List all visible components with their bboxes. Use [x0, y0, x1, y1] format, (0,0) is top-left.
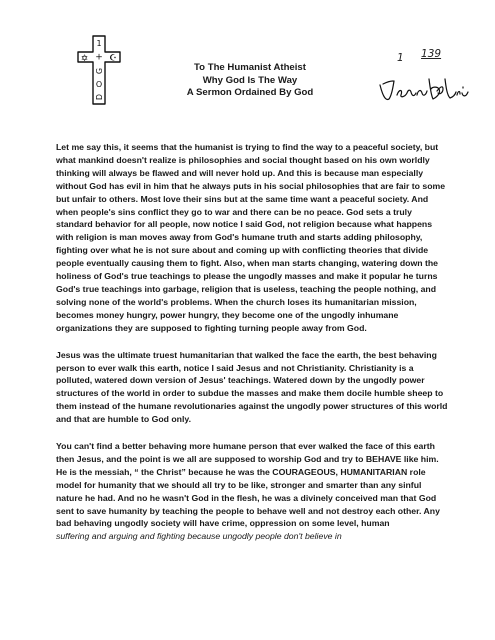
- paragraph: Jesus was the ultimate truest humanitarian that walked the face the earth, the best behaving person to ever walk this earth, notice I said Jesus and not Christianity. Christianity is a polluted, watered down version of Jesus' teachings. Watered down by the ungodly power structures of the world in order to subdue the masses and make them docile humble sheep to them instead of the humane revolutionaries against the ungodly power structures of this world and that are humble to God only.: [56, 349, 448, 425]
- paragraph: You can't find a better behaving more humane person that ever walked the face of this earth then Jesus, and the point is we all are supposed to worship God and try to BEHAVE like him. He is the messiah, “ the Christ” because he was the COURAGEOUS, HUMANITARIAN role model for humanity that we should all try to be like, stronger and smarter than any sinful nature he had. And no he wasn't God in the flesh, he was a divinely conceived man that God sent to save humanity by teaching the people to behave well and not destroy each other. Any bad behaving ungodly society will have crime, oppression on some level, human: [56, 441, 440, 529]
- emblem-o: O: [95, 80, 103, 89]
- page-marker-right: 139: [421, 48, 442, 60]
- page-marker-left: 1: [397, 52, 404, 64]
- crescent-icon: ☪: [109, 53, 117, 64]
- page-marker: [397, 48, 442, 64]
- subtitle: Why God Is The Way: [202, 74, 298, 86]
- handwritten-signature: [377, 75, 469, 103]
- emblem-d: D: [95, 93, 104, 101]
- sermon-heading: [150, 62, 350, 100]
- paragraph: Let me say this, it seems that the humanist is trying to find the way to a peaceful society, but what mankind doesn't realize is philosophies and social thought based on his own worldly thinking will always be flawed and will never hold up. And this is because man especially without God has evil in him that he always puts in his social philosophies that are fair to some but unfair to others. Most love their sins but at the same time want a peaceful society. And when people's sins conflict they go to war and there can be no peace. God sets a truly standard behavior for all people, now notice I said God, not religion because what happens with religion is man moves away from God's humane truth and starts adding philosophy, fighting over what he is not sure about and coming up with conflicting theories that divide people eventually causing them to fight. Also, when man starts changing, watering down the holiness of God's true teachings to please the ungodly masses and make it popular he turns God's true teachings into garbage, religion that is useless, teaching the people nothing, and solving none of the world's problems. When the church loses its humanitarian mission, becomes money hungry, power hungry, they become one of the ungodly inhumane organizations they are supposed to fighting turning people away from God.: [56, 142, 446, 333]
- cross-emblem: [60, 34, 160, 106]
- emblem-one: 1: [96, 39, 102, 48]
- emblem-plus: +: [95, 52, 103, 63]
- trailing-line: suffering and arguing and fighting because ungodly people don't believe in: [56, 531, 342, 542]
- title: To The Humanist Atheist: [194, 62, 306, 73]
- byline: A Sermon Ordained By God: [186, 87, 314, 99]
- star-of-david-icon: ✡: [80, 54, 89, 64]
- emblem-g: G: [95, 67, 104, 75]
- sermon-body: [56, 141, 448, 543]
